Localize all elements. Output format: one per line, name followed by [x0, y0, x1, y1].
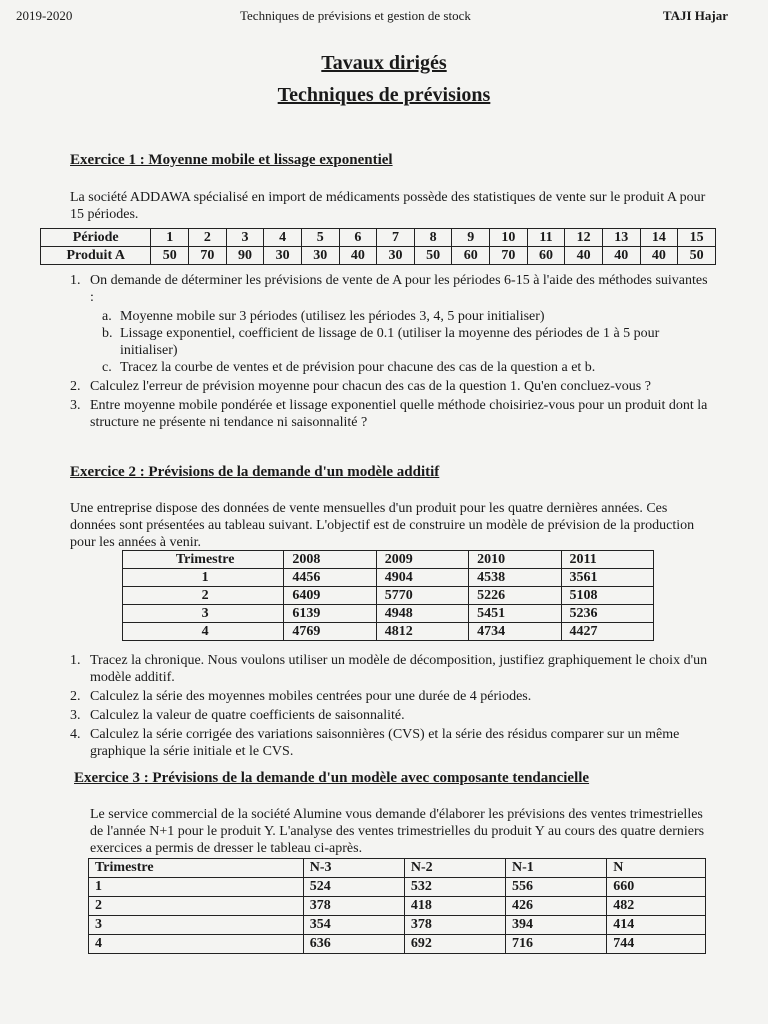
table-cell: 11: [527, 229, 565, 247]
table-cell: 4427: [561, 623, 653, 641]
table-cell: 4948: [376, 605, 468, 623]
table-cell: 4904: [376, 569, 468, 587]
table-cell: 3: [226, 229, 264, 247]
table-cell: 4: [89, 935, 304, 954]
item-number: 2.: [70, 689, 81, 704]
header-course: Techniques de prévisions et gestion de stock: [240, 8, 471, 23]
table-cell: 6139: [284, 605, 376, 623]
table-cell: 40: [640, 247, 678, 265]
table-cell: 4538: [469, 569, 561, 587]
table-cell: 5108: [561, 587, 653, 605]
item-text: Calculez la série corrigée des variations saisonnières (CVS) et la série des résidus comparer sur un même graphique la série initiale et le CVS.: [90, 727, 680, 759]
item-text: Moyenne mobile sur 3 périodes (utilisez les périodes 3, 4, 5 pour initialiser): [120, 309, 545, 324]
item-text: Tracez la chronique. Nous voulons utiliser un modèle de décomposition, justifiez graphiquement le choix d'un modèle additif.: [90, 653, 708, 685]
table-cell: 50: [151, 247, 189, 265]
table-row: [89, 878, 706, 897]
table-row: [89, 859, 706, 878]
list-item: [70, 325, 710, 359]
item-number: 3.: [70, 708, 81, 723]
table-cell: 4: [264, 229, 302, 247]
table-header-cell: 2011: [561, 551, 653, 569]
item-text: Tracez la courbe de ventes et de prévision pour chacune des cas de la question a et b.: [120, 360, 596, 375]
item-number: 2.: [70, 379, 81, 394]
ex1-table: [40, 228, 716, 265]
doc-subtitle: Techniques de prévisions: [277, 84, 491, 106]
table-cell: 532: [404, 878, 505, 897]
list-item: [70, 272, 710, 306]
table-cell: 4: [123, 623, 284, 641]
ex3-table: [88, 858, 706, 954]
table-cell: 5236: [561, 605, 653, 623]
item-number: 4.: [70, 727, 81, 742]
item-number: b.: [102, 326, 113, 341]
table-cell: Période: [41, 229, 151, 247]
table-cell: 426: [506, 897, 607, 916]
table-cell: 2: [89, 897, 304, 916]
table-cell: 414: [607, 916, 706, 935]
table-cell: 12: [565, 229, 603, 247]
table-row: [123, 569, 654, 587]
list-item: [70, 308, 710, 325]
item-number: c.: [102, 360, 112, 375]
table-row: [123, 587, 654, 605]
table-cell: 5226: [469, 587, 561, 605]
table-cell: 30: [301, 247, 339, 265]
table-cell: 716: [506, 935, 607, 954]
table-cell: 354: [303, 916, 404, 935]
ex2-questions: [70, 652, 710, 762]
table-cell: 4812: [376, 623, 468, 641]
table-cell: 70: [189, 247, 227, 265]
header-author: TAJI Hajar: [662, 8, 728, 23]
table-header-cell: N: [607, 859, 706, 878]
table-cell: Produit A: [41, 247, 151, 265]
table-cell: 1: [151, 229, 189, 247]
table-cell: 6: [339, 229, 377, 247]
table-header-cell: 2008: [284, 551, 376, 569]
table-cell: 3: [89, 916, 304, 935]
table-cell: 4734: [469, 623, 561, 641]
table-cell: 660: [607, 878, 706, 897]
item-text: On demande de déterminer les prévisions de vente de A pour les périodes 6-15 à l'aide des méthodes suivantes :: [90, 273, 708, 305]
item-text: Entre moyenne mobile pondérée et lissage exponentiel quelle méthode choisiriez-vous pour un produit dont la structure ne présente ni tendance ni saisonnalité ?: [90, 398, 708, 430]
table-cell: 378: [303, 897, 404, 916]
ex2-title: Exercice 2 : Prévisions de la demande d'un modèle additif: [70, 464, 440, 480]
list-item: [70, 707, 710, 724]
table-cell: 556: [506, 878, 607, 897]
list-item: [70, 652, 710, 686]
table-cell: 3: [123, 605, 284, 623]
table-cell: 1: [123, 569, 284, 587]
item-number: 1.: [70, 653, 81, 668]
ex1-title: Exercice 1 : Moyenne mobile et lissage exponentiel: [70, 152, 393, 168]
table-header-cell: Trimestre: [123, 551, 284, 569]
item-text: Calculez la valeur de quatre coefficients de saisonnalité.: [90, 708, 405, 723]
table-cell: 6409: [284, 587, 376, 605]
item-text: Lissage exponentiel, coefficient de lissage de 0.1 (utiliser la moyenne des périodes de 1 à 5 pour initialiser): [120, 326, 660, 358]
table-cell: 4769: [284, 623, 376, 641]
table-row: [89, 935, 706, 954]
table-cell: 60: [527, 247, 565, 265]
table-cell: 2: [189, 229, 227, 247]
table-cell: 70: [490, 247, 528, 265]
table-header-cell: N-2: [404, 859, 505, 878]
table-cell: 30: [377, 247, 415, 265]
doc-title: Tavaux dirigés: [321, 52, 447, 74]
ex1-intro: La société ADDAWA spécialisé en import de médicaments possède des statistiques de vente sur le produit A pour 15 périodes.: [70, 190, 706, 222]
list-item: [70, 359, 710, 376]
table-cell: 418: [404, 897, 505, 916]
ex3-intro: Le service commercial de la société Alumine vous demande d'élaborer les prévisions des ventes trimestrielles de l'année N+1 pour le produit Y. L'analyse des ventes trimestrielles du produit Y au cours des quatre derniers exercices a permis de dresser le tableau ci-après.: [90, 807, 705, 856]
header-year: 2019-2020: [16, 8, 73, 23]
table-cell: 90: [226, 247, 264, 265]
table-cell: 636: [303, 935, 404, 954]
table-cell: 8: [414, 229, 452, 247]
page-header: [0, 8, 768, 28]
table-cell: 524: [303, 878, 404, 897]
ex1-questions: [70, 272, 710, 433]
table-cell: 50: [678, 247, 716, 265]
table-cell: 2: [123, 587, 284, 605]
table-cell: 5770: [376, 587, 468, 605]
table-row: [123, 605, 654, 623]
table-cell: 5: [301, 229, 339, 247]
table-cell: 40: [565, 247, 603, 265]
table-row: [123, 623, 654, 641]
table-cell: 13: [602, 229, 640, 247]
table-cell: 482: [607, 897, 706, 916]
table-cell: 30: [264, 247, 302, 265]
table-cell: 50: [414, 247, 452, 265]
table-cell: 40: [339, 247, 377, 265]
table-row: [89, 916, 706, 935]
table-header-cell: Trimestre: [89, 859, 304, 878]
list-item: [70, 378, 710, 395]
table-cell: 14: [640, 229, 678, 247]
list-item: [70, 688, 710, 705]
list-item: [70, 397, 710, 431]
table-cell: 1: [89, 878, 304, 897]
list-item: [70, 726, 710, 760]
table-header-cell: 2009: [376, 551, 468, 569]
table-cell: 9: [452, 229, 490, 247]
item-number: 3.: [70, 398, 81, 413]
table-cell: 744: [607, 935, 706, 954]
ex2-table: [122, 550, 654, 641]
table-cell: 692: [404, 935, 505, 954]
table-cell: 60: [452, 247, 490, 265]
item-text: Calculez la série des moyennes mobiles centrées pour une durée de 4 périodes.: [90, 689, 532, 704]
table-header-cell: N-1: [506, 859, 607, 878]
table-cell: 3561: [561, 569, 653, 587]
table-cell: 4456: [284, 569, 376, 587]
table-cell: 394: [506, 916, 607, 935]
table-row: [41, 229, 716, 247]
table-row: [89, 897, 706, 916]
table-row: [41, 247, 716, 265]
ex3-title: Exercice 3 : Prévisions de la demande d'un modèle avec composante tendancielle: [74, 770, 590, 786]
table-row: [123, 551, 654, 569]
item-text: Calculez l'erreur de prévision moyenne pour chacun des cas de la question 1. Qu'en concluez-vous ?: [90, 379, 651, 394]
table-cell: 10: [490, 229, 528, 247]
table-cell: 7: [377, 229, 415, 247]
table-cell: 5451: [469, 605, 561, 623]
table-header-cell: 2010: [469, 551, 561, 569]
table-cell: 15: [678, 229, 716, 247]
item-number: 1.: [70, 273, 81, 288]
table-header-cell: N-3: [303, 859, 404, 878]
ex2-intro: Une entreprise dispose des données de vente mensuelles d'un produit pour les quatre dernières années. Ces données sont présentées au tableau suivant. L'objectif est de construire un modèle de prévision de la production pour les années à venir.: [70, 501, 695, 550]
table-cell: 378: [404, 916, 505, 935]
table-cell: 40: [602, 247, 640, 265]
item-number: a.: [102, 309, 112, 324]
